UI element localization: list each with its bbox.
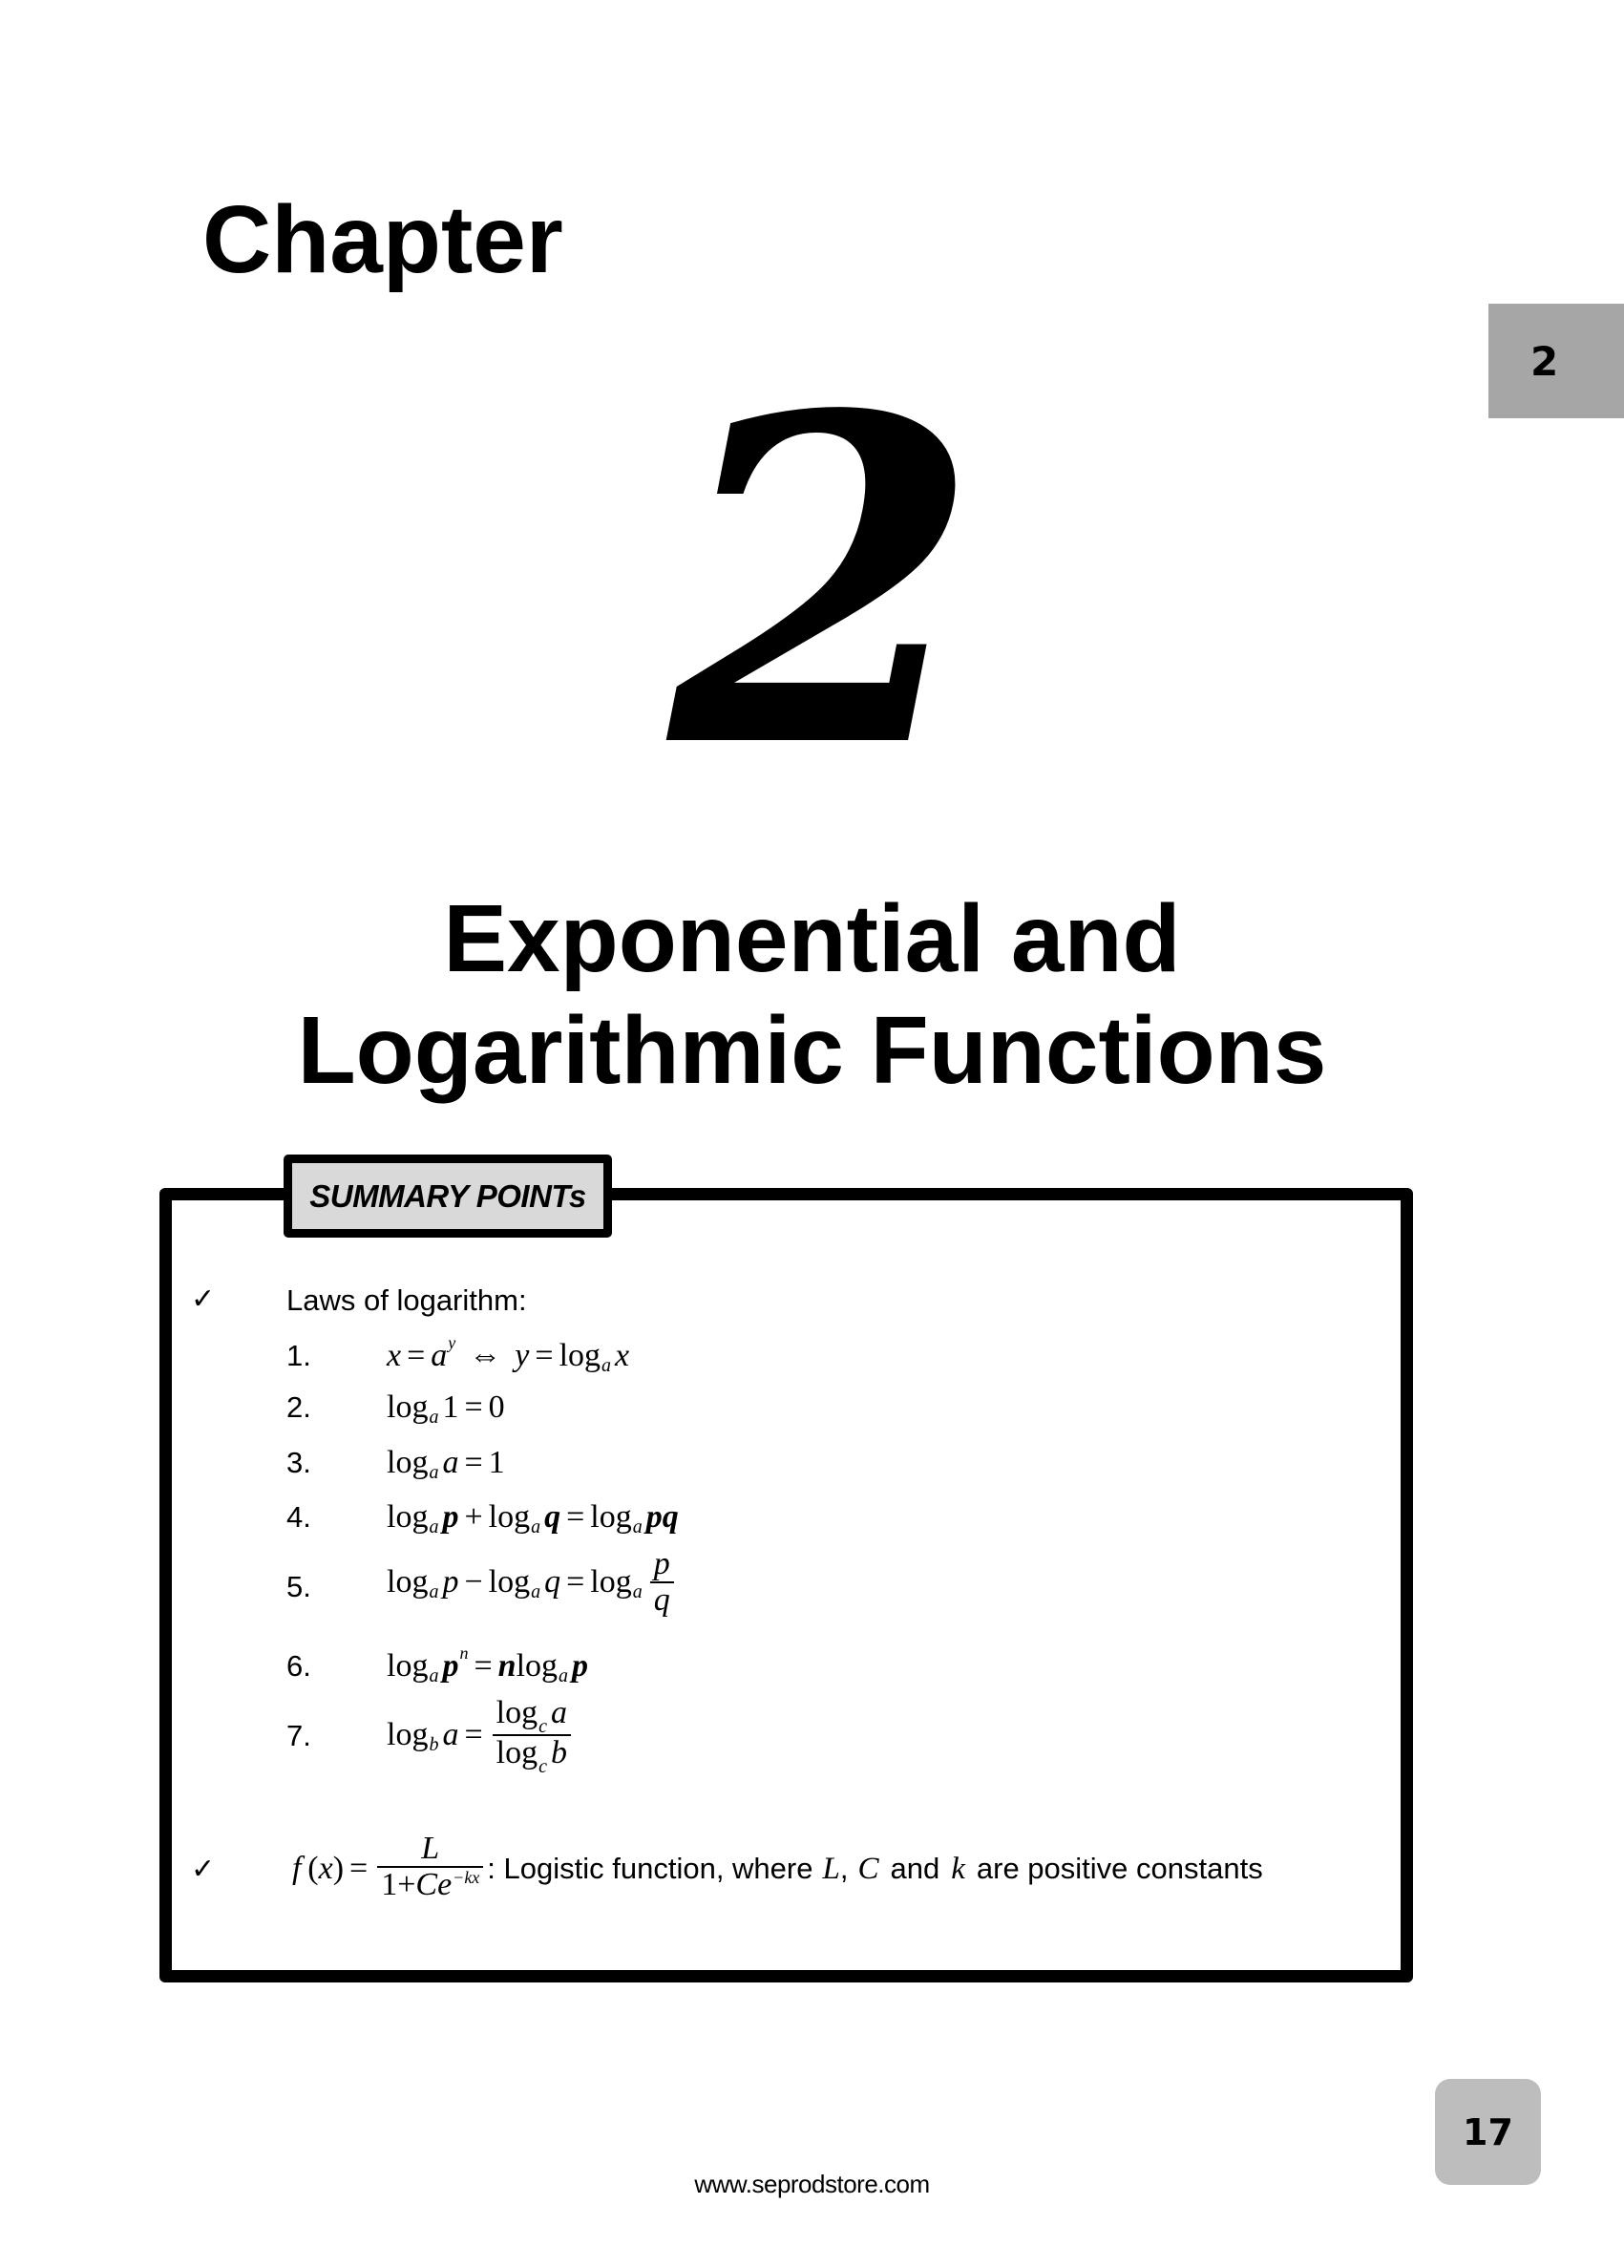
logistic-and: and bbox=[890, 1852, 940, 1885]
logistic-description-prefix: : Logistic function, where bbox=[487, 1852, 813, 1885]
chapter-title-line-2: Logarithmic Functions bbox=[297, 997, 1327, 1104]
page-number: 17 bbox=[1463, 2110, 1513, 2153]
chapter-side-tab bbox=[1488, 304, 1624, 418]
law-formula-2: log a 1 = 0 bbox=[387, 1389, 505, 1428]
law-number: 6. bbox=[286, 1649, 311, 1683]
footer-website-url: www.seprodstore.com bbox=[694, 2170, 930, 2198]
big-chapter-number: 2 bbox=[668, 319, 981, 846]
side-tab-number: 2 bbox=[1530, 337, 1559, 385]
logistic-var-k: k bbox=[951, 1851, 965, 1886]
laws-heading: Laws of logarithm: bbox=[286, 1283, 527, 1317]
logistic-comma: , bbox=[839, 1852, 849, 1885]
logistic-var-C: C bbox=[857, 1851, 879, 1886]
summary-points-tag bbox=[284, 1155, 612, 1238]
law-number: 2. bbox=[286, 1390, 311, 1424]
law-formula-5: log a p − log a q = log a $\frac{p}{q}$ bbox=[387, 1547, 678, 1618]
check-icon: ✓ bbox=[191, 1853, 216, 1886]
check-icon: ✓ bbox=[191, 1282, 216, 1316]
summary-points-label: SUMMARY POINTs bbox=[309, 1177, 586, 1214]
chapter-title-line-1: Exponential and bbox=[443, 885, 1181, 992]
chapter-label: Chapter bbox=[202, 186, 563, 293]
law-number: 1. bbox=[286, 1339, 311, 1372]
law-formula-6: log a p n = n log a p bbox=[387, 1643, 589, 1686]
law-formula-3: log a a = 1 bbox=[387, 1445, 505, 1483]
law-number: 7. bbox=[286, 1719, 311, 1752]
law-formula-7: log b a = $\frac{\log_c a}{\log_c b}$ bbox=[387, 1696, 575, 1774]
law-number: 4. bbox=[286, 1500, 311, 1534]
law-number: 3. bbox=[286, 1446, 311, 1479]
law-number: 5. bbox=[286, 1570, 311, 1603]
chapter-title bbox=[0, 883, 1624, 1107]
logistic-function-row bbox=[292, 1832, 1263, 1906]
logistic-var-L: L bbox=[822, 1851, 840, 1886]
law-formula-1: x = a y ⇔ y = log a x bbox=[387, 1333, 630, 1376]
law-formula-4: log a p + log a q = log a pq bbox=[387, 1499, 679, 1537]
logistic-description-suffix: are positive constants bbox=[976, 1852, 1263, 1885]
logistic-formula: f ( x ) = $\frac{L}{1+Ce^{-kx}}$ bbox=[292, 1832, 487, 1906]
